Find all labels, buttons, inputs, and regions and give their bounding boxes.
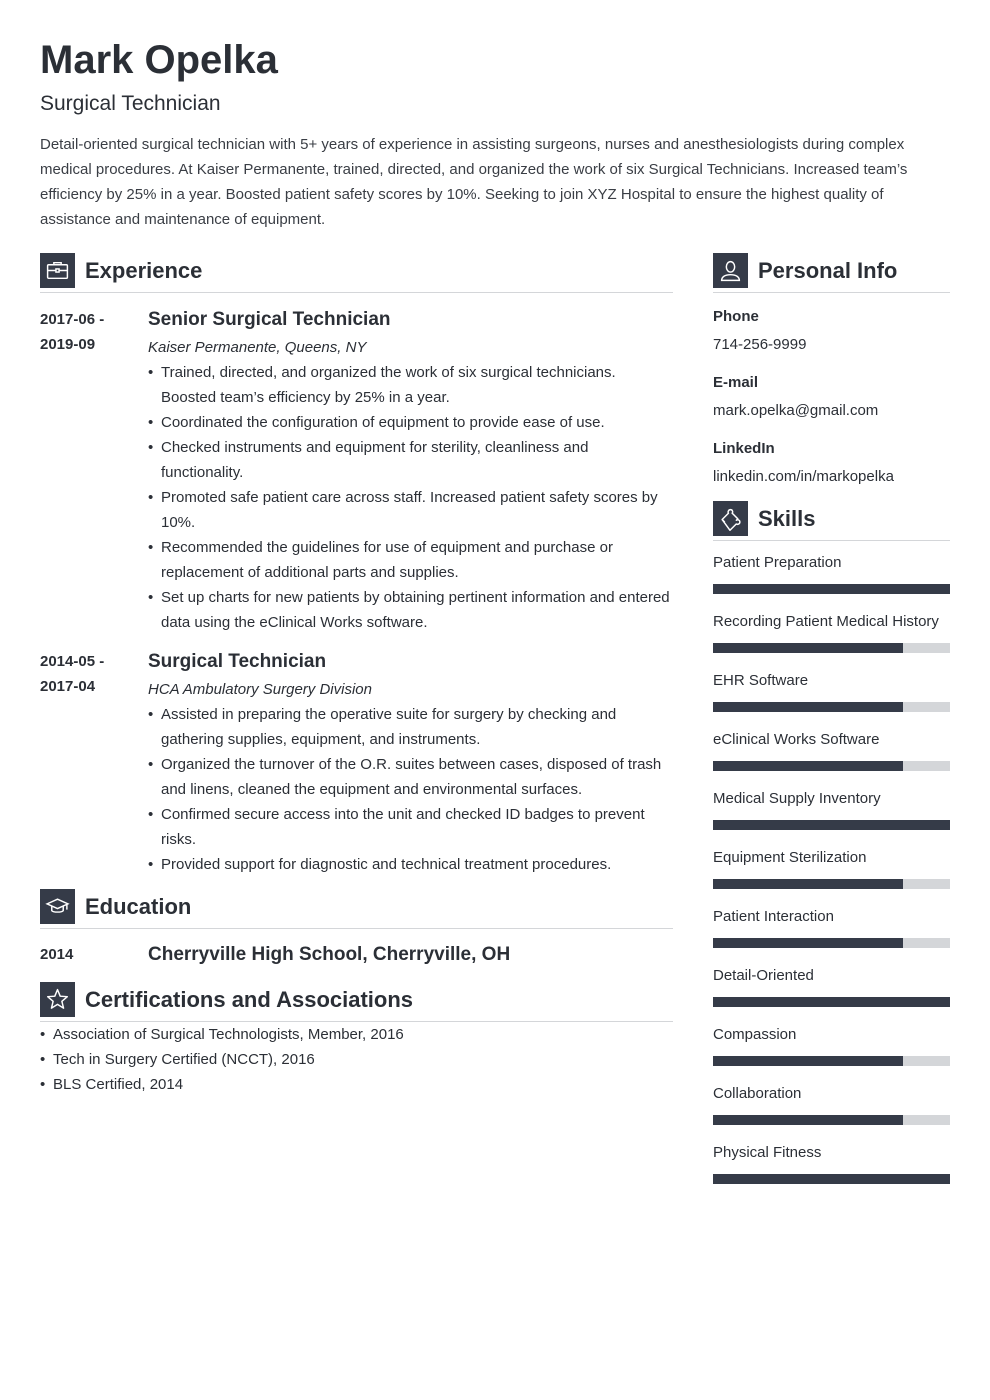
skill-level-bar	[713, 938, 950, 948]
puzzle-icon	[713, 501, 748, 536]
job-bullet-item: • Promoted safe patient care across staff. Increased patient safety scores by 10%.	[148, 485, 673, 535]
skill-level-bar	[713, 702, 950, 712]
email-label: E-mail	[713, 374, 759, 391]
skills-title: Skills	[758, 506, 816, 531]
certifications-section-header	[40, 982, 673, 1022]
personal-info-section-header	[713, 253, 950, 293]
email-block	[713, 373, 950, 421]
skill-level-bar	[713, 643, 950, 653]
skill-level-bar	[713, 1174, 950, 1184]
job-organization: Kaiser Permanente, Queens, NY	[148, 339, 367, 356]
skill-item	[713, 612, 950, 659]
skill-name: Medical Supply Inventory	[713, 790, 881, 807]
skill-level-bar	[713, 820, 950, 830]
skill-item	[713, 848, 950, 895]
job-entry	[40, 649, 673, 877]
skill-level-bar	[713, 584, 950, 594]
education-year: 2014	[40, 946, 74, 963]
phone-value: 714-256-9999	[713, 336, 807, 353]
job-bullet-item: • Coordinated the configuration of equipment to provide ease of use.	[148, 410, 673, 435]
skill-level-fill	[713, 643, 903, 653]
job-title: Senior Surgical Technician	[148, 309, 391, 330]
briefcase-icon	[40, 253, 75, 288]
skill-name: Compassion	[713, 1026, 797, 1043]
job-bullet-item: • Organized the turnover of the O.R. suites between cases, disposed of trash and linens, cleaned the equipment and environmental surfaces.	[148, 752, 673, 802]
certification-item: • Association of Surgical Technologists, Member, 2016	[40, 1022, 673, 1047]
certifications-list	[40, 1022, 673, 1097]
skill-name: Detail-Oriented	[713, 967, 814, 984]
skill-name: eClinical Works Software	[713, 731, 880, 748]
skill-name: Patient Preparation	[713, 554, 842, 571]
skill-level-fill	[713, 1056, 903, 1066]
skill-item	[713, 671, 950, 718]
phone-label: Phone	[713, 308, 759, 325]
experience-title: Experience	[85, 258, 203, 283]
job-body	[148, 307, 673, 635]
job-bullets	[148, 702, 673, 877]
education-school: Cherryville High School, Cherryville, OH	[148, 944, 511, 965]
phone-block	[713, 307, 950, 355]
job-bullet-item: • Confirmed secure access into the unit and checked ID badges to prevent risks.	[148, 802, 673, 852]
skill-level-fill	[713, 702, 903, 712]
skill-item	[713, 1143, 950, 1190]
job-entry	[40, 307, 673, 635]
job-bullets	[148, 360, 673, 635]
star-icon	[40, 982, 75, 1017]
skill-name: Recording Patient Medical History	[713, 613, 939, 630]
right-column	[713, 253, 950, 1190]
user-icon	[713, 253, 748, 288]
job-bullet-item: • Recommended the guidelines for use of equipment and purchase or replacement of additional parts and supplies.	[148, 535, 673, 585]
linkedin-label: LinkedIn	[713, 440, 775, 457]
skill-level-bar	[713, 1115, 950, 1125]
skills-section-header	[713, 501, 950, 541]
skill-level-bar	[713, 1056, 950, 1066]
skill-level-fill	[713, 997, 950, 1007]
skill-item	[713, 966, 950, 1013]
skill-name: Patient Interaction	[713, 908, 834, 925]
skill-level-bar	[713, 761, 950, 771]
job-dates: 2014-05 - 2017-04	[40, 653, 105, 695]
graduation-cap-icon	[40, 889, 75, 924]
job-organization: HCA Ambulatory Surgery Division	[148, 681, 372, 698]
skill-level-fill	[713, 938, 903, 948]
education-entry	[40, 942, 673, 968]
skill-level-fill	[713, 1174, 950, 1184]
job-bullet-item: • Set up charts for new patients by obtaining pertinent information and entered data using the eClinical Works software.	[148, 585, 673, 635]
skill-item	[713, 789, 950, 836]
job-bullet-item: • Provided support for diagnostic and technical treatment procedures.	[148, 852, 673, 877]
certifications-title: Certifications and Associations	[85, 987, 414, 1012]
skill-level-fill	[713, 879, 903, 889]
email-value[interactable]: mark.opelka@gmail.com	[713, 402, 879, 419]
candidate-role: Surgical Technician	[40, 92, 221, 115]
experience-section-header	[40, 253, 673, 293]
skill-name: EHR Software	[713, 672, 809, 689]
skill-name: Physical Fitness	[713, 1144, 822, 1161]
skill-level-fill	[713, 584, 950, 594]
skills-list	[713, 553, 950, 1190]
skill-level-bar	[713, 879, 950, 889]
education-title: Education	[85, 894, 192, 919]
skill-level-bar	[713, 997, 950, 1007]
skill-name: Collaboration	[713, 1085, 802, 1102]
certification-item: • BLS Certified, 2014	[40, 1072, 673, 1097]
skill-name: Equipment Sterilization	[713, 849, 867, 866]
skill-level-fill	[713, 820, 950, 830]
job-bullet-item: • Checked instruments and equipment for sterility, cleanliness and functionality.	[148, 435, 673, 485]
skill-item	[713, 553, 950, 600]
skill-item	[713, 1025, 950, 1072]
skill-level-fill	[713, 761, 903, 771]
personal-info-title: Personal Info	[758, 258, 898, 283]
candidate-name: Mark Opelka	[40, 38, 278, 82]
linkedin-value[interactable]: linkedin.com/in/markopelka	[713, 468, 894, 485]
skill-item	[713, 907, 950, 954]
experience-list	[40, 307, 673, 877]
left-column	[40, 253, 673, 1097]
summary-paragraph: Detail-oriented surgical technician with 5+ years of experience in assisting surgeons, nurses and anesthesiologists during complex medical procedures. At Kaiser Permanente, trained, directed, and organized the work of six Surgical Technicians. Increased team’s efficiency by 25% in a year. Boosted patient safety scores by 10%. Seeking to join XYZ Hospital to ensure the highest quality of assistance and maintenance of equipment.	[40, 136, 908, 228]
education-section-header	[40, 889, 673, 929]
job-bullet-item: • Assisted in preparing the operative suite for surgery by checking and gathering supplies, equipment, and instruments.	[148, 702, 673, 752]
skill-item	[713, 730, 950, 777]
linkedin-block	[713, 439, 950, 487]
certification-item: • Tech in Surgery Certified (NCCT), 2016	[40, 1047, 673, 1072]
skill-level-fill	[713, 1115, 903, 1125]
job-dates: 2017-06 - 2019-09	[40, 311, 105, 353]
skill-item	[713, 1084, 950, 1131]
job-body	[148, 649, 673, 877]
job-bullet-item: • Trained, directed, and organized the work of six surgical technicians. Boosted team’s efficiency by 25% in a year.	[148, 360, 673, 410]
job-title: Surgical Technician	[148, 651, 327, 672]
